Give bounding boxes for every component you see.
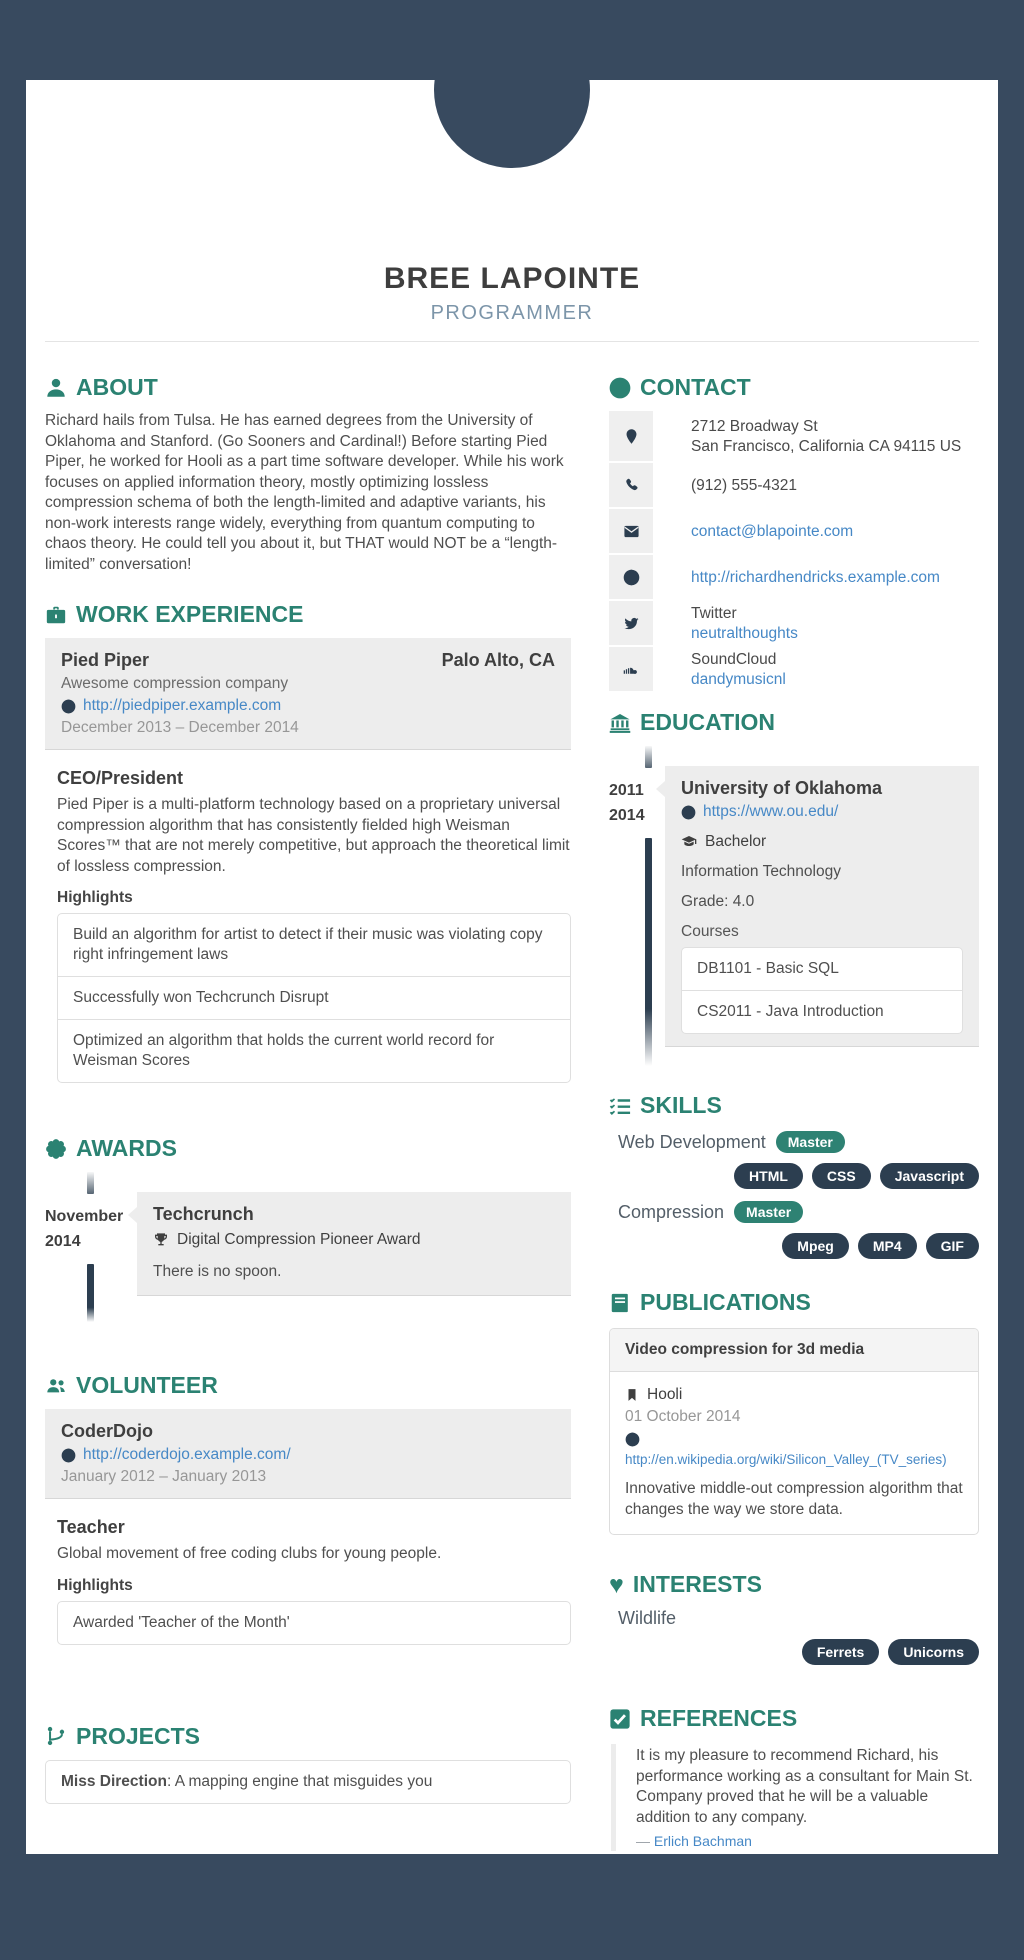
work-dates: December 2013 – December 2014	[61, 719, 299, 736]
work-highlights-list	[57, 913, 571, 1083]
courses-list	[681, 947, 963, 1034]
award-date: November 2014	[45, 1208, 124, 1250]
references-heading	[609, 1705, 979, 1732]
globe-icon	[681, 805, 696, 820]
skill-name: Compression	[618, 1201, 725, 1222]
volunteer-dates: January 2012 – January 2013	[61, 1468, 267, 1485]
award-card	[137, 1192, 571, 1296]
grade: Grade: 4.0	[681, 893, 755, 910]
skill-group	[609, 1131, 979, 1189]
section-education	[609, 709, 979, 1066]
publication-publisher: Hooli	[647, 1386, 683, 1403]
work-position: CEO/President	[57, 768, 184, 788]
right-column	[609, 374, 979, 1851]
education-heading-label: EDUCATION	[640, 709, 776, 735]
envelope-icon	[609, 509, 653, 555]
users-icon	[45, 1375, 67, 1397]
twitter-icon	[609, 601, 653, 647]
bookmark-icon	[625, 1387, 639, 1403]
contact-heading	[609, 374, 979, 401]
degree-type: Bachelor	[705, 833, 767, 850]
email-link[interactable]: contact@blapointe.com	[691, 523, 854, 540]
project-item	[46, 1761, 570, 1803]
contact-rows	[609, 411, 979, 693]
list-item: Awarded 'Teacher of the Month'	[73, 1613, 290, 1631]
publication-website-link[interactable]: http://en.wikipedia.org/wiki/Silicon_Valley_(TV_series)	[625, 1452, 947, 1467]
skill-keyword-pill: HTML	[734, 1163, 803, 1189]
list-item: Build an algorithm for artist to detect if their music was violating copy right infringement laws	[73, 926, 543, 963]
timeline-arrow	[656, 781, 665, 797]
volunteer-summary: Global movement of free coding clubs for young people.	[57, 1545, 442, 1562]
projects-heading-label: PROJECTS	[76, 1722, 200, 1749]
skill-group	[609, 1201, 979, 1259]
volunteer-heading	[45, 1372, 571, 1399]
profile-network: Twitter	[691, 605, 737, 622]
timeline-bar	[87, 1172, 94, 1194]
phone-icon	[609, 463, 653, 509]
address-line1: 2712 Broadway St	[691, 418, 818, 435]
skill-keyword-pill: Javascript	[880, 1163, 979, 1189]
projects-list	[45, 1760, 571, 1804]
education-heading	[609, 709, 979, 736]
award-title: Digital Compression Pioneer Award	[177, 1231, 421, 1248]
project-name: Miss Direction	[61, 1772, 167, 1790]
bullseye-icon	[609, 377, 631, 399]
interests-heading-label: INTERESTS	[632, 1571, 762, 1597]
attribution-dash: —	[636, 1833, 650, 1849]
section-projects	[45, 1723, 571, 1804]
contact-row-twitter	[609, 601, 979, 647]
volunteer-highlights-list	[57, 1601, 571, 1645]
education-timeline	[609, 746, 979, 1066]
reference-text: It is my pleasure to recommend Richard, his performance working as a consultant for Main St. Company proved that he will be a valuable addition to any company.	[636, 1747, 973, 1826]
work-highlights-label: Highlights	[57, 889, 133, 906]
skill-level-badge: Master	[734, 1201, 803, 1223]
publication-title: Video compression for 3d media	[610, 1329, 978, 1372]
contact-row-soundcloud	[609, 647, 979, 693]
interest-group	[609, 1608, 979, 1665]
education-dates: 2011 2014	[609, 782, 645, 824]
soundcloud-icon	[609, 647, 653, 693]
skill-keyword-pill: CSS	[812, 1163, 871, 1189]
publications-heading	[609, 1289, 979, 1316]
skills-heading-label: SKILLS	[640, 1092, 722, 1118]
section-awards	[45, 1135, 571, 1322]
globe-icon	[61, 1448, 76, 1463]
timeline-bar	[645, 746, 652, 768]
work-heading-label: WORK EXPERIENCE	[76, 601, 304, 627]
project-description: : A mapping engine that misguides you	[166, 1772, 433, 1790]
timeline-arrow	[128, 1207, 137, 1223]
list-item: CS2011 - Java Introduction	[682, 990, 962, 1033]
courses-label: Courses	[681, 923, 739, 940]
skill-keyword-pill: GIF	[926, 1233, 979, 1259]
list-check-icon	[609, 1095, 631, 1117]
heart-icon: ♥	[609, 1570, 624, 1599]
publication-summary: Innovative middle-out compression algorithm that changes the way we store data.	[625, 1480, 963, 1518]
interest-keyword-pill: Unicorns	[888, 1639, 979, 1665]
institution-website-link[interactable]: https://www.ou.edu/	[703, 803, 839, 820]
section-about	[45, 374, 571, 575]
git-branch-icon	[45, 1725, 67, 1747]
profile-network: SoundCloud	[691, 651, 777, 668]
globe-icon	[609, 555, 653, 601]
section-interests	[609, 1571, 979, 1665]
volunteer-highlights-label: Highlights	[57, 1576, 133, 1594]
skills-heading	[609, 1092, 979, 1119]
contact-row-address	[609, 411, 979, 463]
contact-row-email	[609, 509, 979, 555]
company-description: Awesome compression company	[61, 675, 289, 692]
graduation-cap-icon	[681, 834, 697, 850]
about-heading-label: ABOUT	[76, 374, 158, 400]
work-heading	[45, 601, 571, 628]
skill-name: Web Development	[618, 1131, 766, 1152]
company-name: Pied Piper	[61, 650, 150, 670]
check-square-icon	[609, 1708, 631, 1730]
address-line2: San Francisco, California CA 94115 US	[691, 438, 962, 455]
company-website-link[interactable]: http://piedpiper.example.com	[83, 697, 282, 714]
list-item: Successfully won Techcrunch Disrupt	[58, 976, 570, 1019]
section-volunteer	[45, 1372, 571, 1645]
award-awarder: Techcrunch	[153, 1204, 254, 1224]
contact-heading-label: CONTACT	[640, 374, 751, 400]
skill-keyword-pill: Mpeg	[782, 1233, 849, 1259]
section-publications	[609, 1289, 979, 1535]
skill-keyword-pill: MP4	[858, 1233, 917, 1259]
soundcloud-username-link[interactable]: dandymusicnl	[691, 671, 786, 688]
skill-level-badge: Master	[776, 1131, 845, 1153]
section-skills	[609, 1092, 979, 1259]
phone-number: (912) 555-4321	[691, 477, 797, 494]
volunteer-website-link[interactable]: http://coderdojo.example.com/	[83, 1446, 291, 1463]
about-text: Richard hails from Tulsa. He has earned degrees from the University of Oklahoma and Stanford. (Go Sooners and Cardinal!) Before starting Pied Piper, he worked for Hooli as a part time software developer. While his work focuses on applied information theory, mostly optimizing lossless compression schema of both the length-limited and adaptive variants, his non-work interests range widely, everything from quantum computing to chaos theory. He could tell you about it, but THAT would NOT be a “length-limited” conversation!	[45, 412, 564, 573]
contact-row-website	[609, 555, 979, 601]
map-marker-icon	[609, 411, 653, 463]
volunteer-position: Teacher	[57, 1517, 125, 1537]
institution-name: University of Oklahoma	[681, 778, 883, 798]
book-icon	[609, 1292, 631, 1314]
person-title: PROGRAMMER	[430, 302, 594, 324]
twitter-username-link[interactable]: neutralthoughts	[691, 625, 798, 642]
section-work-experience	[45, 601, 571, 1083]
awards-heading	[45, 1135, 571, 1162]
publications-heading-label: PUBLICATIONS	[640, 1289, 811, 1315]
volunteer-heading-label: VOLUNTEER	[76, 1372, 218, 1398]
about-heading	[45, 374, 571, 401]
website-link[interactable]: http://richardhendricks.example.com	[691, 569, 940, 586]
interest-keyword-pill: Ferrets	[802, 1639, 879, 1665]
content-columns	[26, 342, 998, 1851]
work-summary: Pied Piper is a multi-platform technology based on a proprietary universal compression algorithm that has consistently fielded high Weisman Scores™ that are not merely competitive, but approach the theoretical limit of lossless compression.	[57, 796, 570, 875]
list-item: Optimized an algorithm that holds the current world record for Weisman Scores	[58, 1019, 570, 1082]
award-summary: There is no spoon.	[153, 1263, 282, 1280]
study-area: Information Technology	[681, 863, 841, 880]
volunteer-org-card	[45, 1409, 571, 1499]
awards-heading-label: AWARDS	[76, 1135, 177, 1161]
section-references	[609, 1705, 979, 1851]
education-card	[665, 766, 979, 1047]
reference-quote	[611, 1744, 979, 1851]
interests-heading	[609, 1571, 979, 1598]
publication-date: 01 October 2014	[625, 1408, 741, 1425]
company-location: Palo Alto, CA	[441, 650, 555, 670]
interest-name: Wildlife	[618, 1608, 677, 1628]
briefcase-icon	[45, 604, 67, 626]
projects-heading	[45, 1723, 571, 1750]
globe-icon	[625, 1432, 640, 1447]
bank-icon	[609, 712, 631, 734]
globe-icon	[61, 699, 76, 714]
timeline-bar	[87, 1264, 94, 1322]
awards-timeline	[45, 1172, 571, 1322]
resume-page	[26, 80, 998, 1854]
reference-author-link[interactable]: Erlich Bachman	[653, 1833, 752, 1849]
person-name: BREE LAPOINTE	[383, 262, 641, 295]
left-column	[45, 374, 571, 1851]
volunteer-organization: CoderDojo	[61, 1421, 153, 1441]
publication-card	[609, 1328, 979, 1535]
work-company-card	[45, 638, 571, 750]
contact-row-phone	[609, 463, 979, 509]
timeline-bar	[645, 838, 652, 1066]
user-icon	[45, 377, 67, 399]
section-contact	[609, 374, 979, 693]
seal-icon	[45, 1138, 67, 1160]
list-item: DB1101 - Basic SQL	[697, 960, 839, 977]
references-heading-label: REFERENCES	[640, 1705, 798, 1731]
trophy-icon	[153, 1232, 169, 1248]
